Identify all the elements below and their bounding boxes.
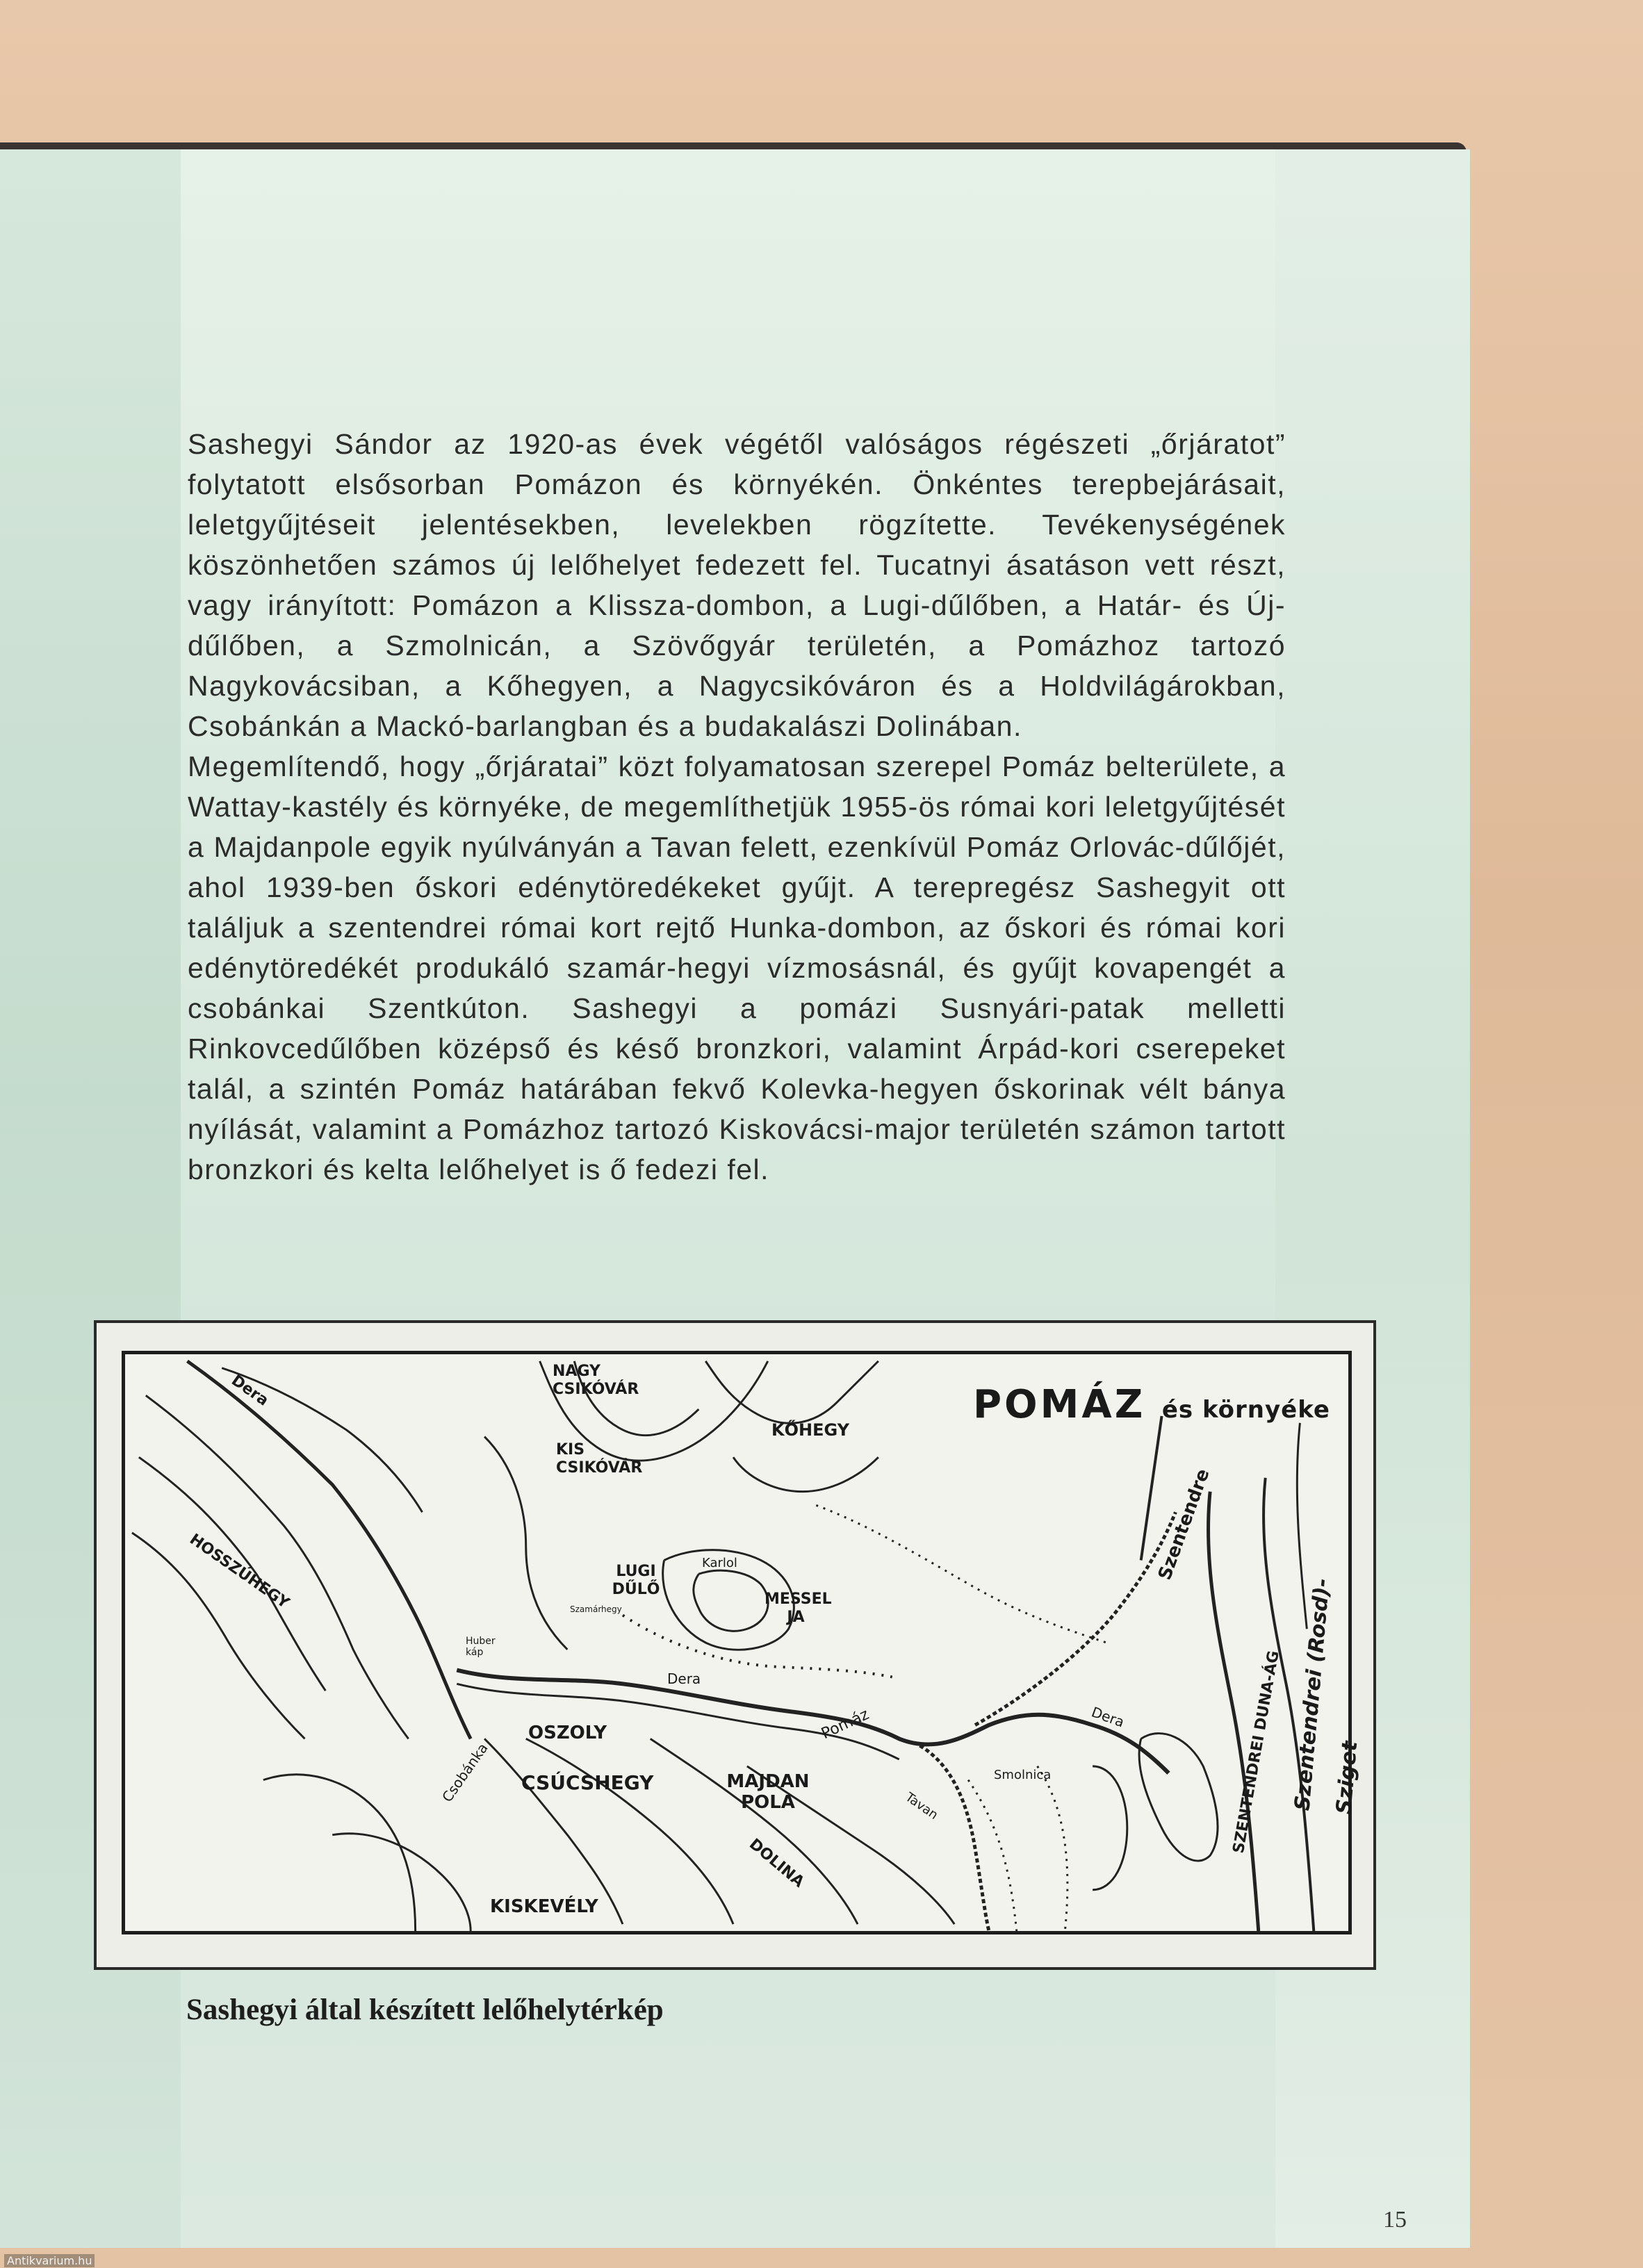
map-label-sziget: Szentendrei (Rosd)- Sziget — [1290, 1577, 1363, 1816]
map-label-csucshegy: CSÚCSHEGY — [521, 1771, 654, 1794]
map-label-nagy-csikovar: NAGY CSIKÓVÁR — [553, 1363, 639, 1398]
map-label-dera-east: Dera — [1089, 1703, 1127, 1731]
map-title-main: POMÁZ — [973, 1382, 1146, 1427]
map-label-szamarhegy: Szamárhegy — [570, 1604, 622, 1614]
map-title-sub: és környéke — [1161, 1396, 1330, 1424]
map-label-kohegy: KŐHEGY — [771, 1420, 850, 1440]
map-caption: Sashegyi által készített lelőhelytérkép — [186, 1994, 664, 2026]
map-drawing — [125, 1354, 1348, 1931]
map-label-smolnica: Smolnica — [994, 1768, 1052, 1782]
map-label-dolina: DOLINA — [746, 1835, 808, 1891]
map-label-hosszuhegy: HOSSZÚHEGY — [186, 1530, 293, 1613]
page-number: 15 — [1383, 2207, 1407, 2233]
map-label-duna-ag: SZENTENDREI DUNA-ÁG — [1229, 1649, 1283, 1855]
map-label-majdan-pola: MAJDAN POLA — [726, 1771, 810, 1813]
paragraph-2: Megemlítendő, hogy „őrjáratai” közt folyamatosan szerepel Pomáz belterülete, a Wattay-kastély és környéke, de megemlíthetjük 1955-ös római kori leletgyűjtését a Majdanpole egyik nyúlványán a Tavan felett, ezenkívül Pomáz Orlovác-dűlőjét, ahol 1939-ben őskori edénytöredékeket gyűjt. A terepregész Sashegyit ott találjuk a szentendrei római kort rejtő Hunka-dombon, az őskori és római kori edénytöredékét produkáló szamár-hegyi vízmosásnál, és gyűjt kovapengét a csobánkai Szentkúton. Sashegyi a pomázi Susnyári-patak melletti Rinkovcedűlőben középső és késő bronzkori, valamint Árpád-kori cserepeket talál, a szintén Pomáz határában fekvő Kolevka-hegyen őskorinak vélt bánya nyílását, valamint a Pomázhoz tartozó Kiskovácsi-major területén számon tartott bronzkori és kelta lelőhelyet is ő fedezi fel. — [188, 750, 1286, 1185]
map-label-oszoly: OSZOLY — [528, 1723, 607, 1743]
map-label-tavan: Tavan — [902, 1789, 941, 1823]
map-figure — [94, 1320, 1376, 1970]
article-body — [188, 424, 1286, 1190]
watermark: Antikvarium.hu — [4, 2254, 95, 2267]
map-title — [973, 1382, 1330, 1427]
map-label-szentendre: Szentendre — [1154, 1466, 1214, 1583]
map-label-pomaz: Pomáz — [819, 1705, 872, 1743]
map-label-kis-csikovar: KIS CSIKÓVÁR — [556, 1441, 643, 1477]
map-label-karlol: Karlol — [702, 1556, 737, 1570]
map-label-csobanka: Csobánka — [439, 1740, 491, 1805]
map-label-dera-nw: Dera — [228, 1372, 272, 1410]
map-label-huberkap: Huber káp — [466, 1636, 496, 1658]
map-label-kiskevely: KISKEVÉLY — [490, 1896, 598, 1917]
map-label-lugi-dulo: LUGI DŰLŐ — [612, 1563, 660, 1598]
map-label-messel-ja: MESSEL JA — [765, 1591, 832, 1626]
paragraph-1: Sashegyi Sándor az 1920-as évek végétől valóságos régészeti „őrjáratot” folytatott elsősorban Pomázon és környékén. Önkéntes terepbejárásait, leletgyűjtéseit jelentésekben, levelekben rögzítette. Tevékenységének köszönhetően számos új lelőhelyet fedezett fel. Tucatnyi ásatáson vett részt, vagy irányított: Pomázon a Klissza-dombon, a Lugi-dűlőben, a Határ- és Új-dűlőben, a Szmolnicán, a Szövőgyár területén, a Pomázhoz tartozó Nagykovácsiban, a Kőhegyen, a Nagycsikóváron és a Holdvilágárokban, Csobánkán a Mackó-barlangban és a budakalászi Dolinában. — [188, 428, 1286, 742]
map-label-dera-mid: Dera — [667, 1670, 701, 1687]
hand-drawn-map — [122, 1351, 1363, 1934]
